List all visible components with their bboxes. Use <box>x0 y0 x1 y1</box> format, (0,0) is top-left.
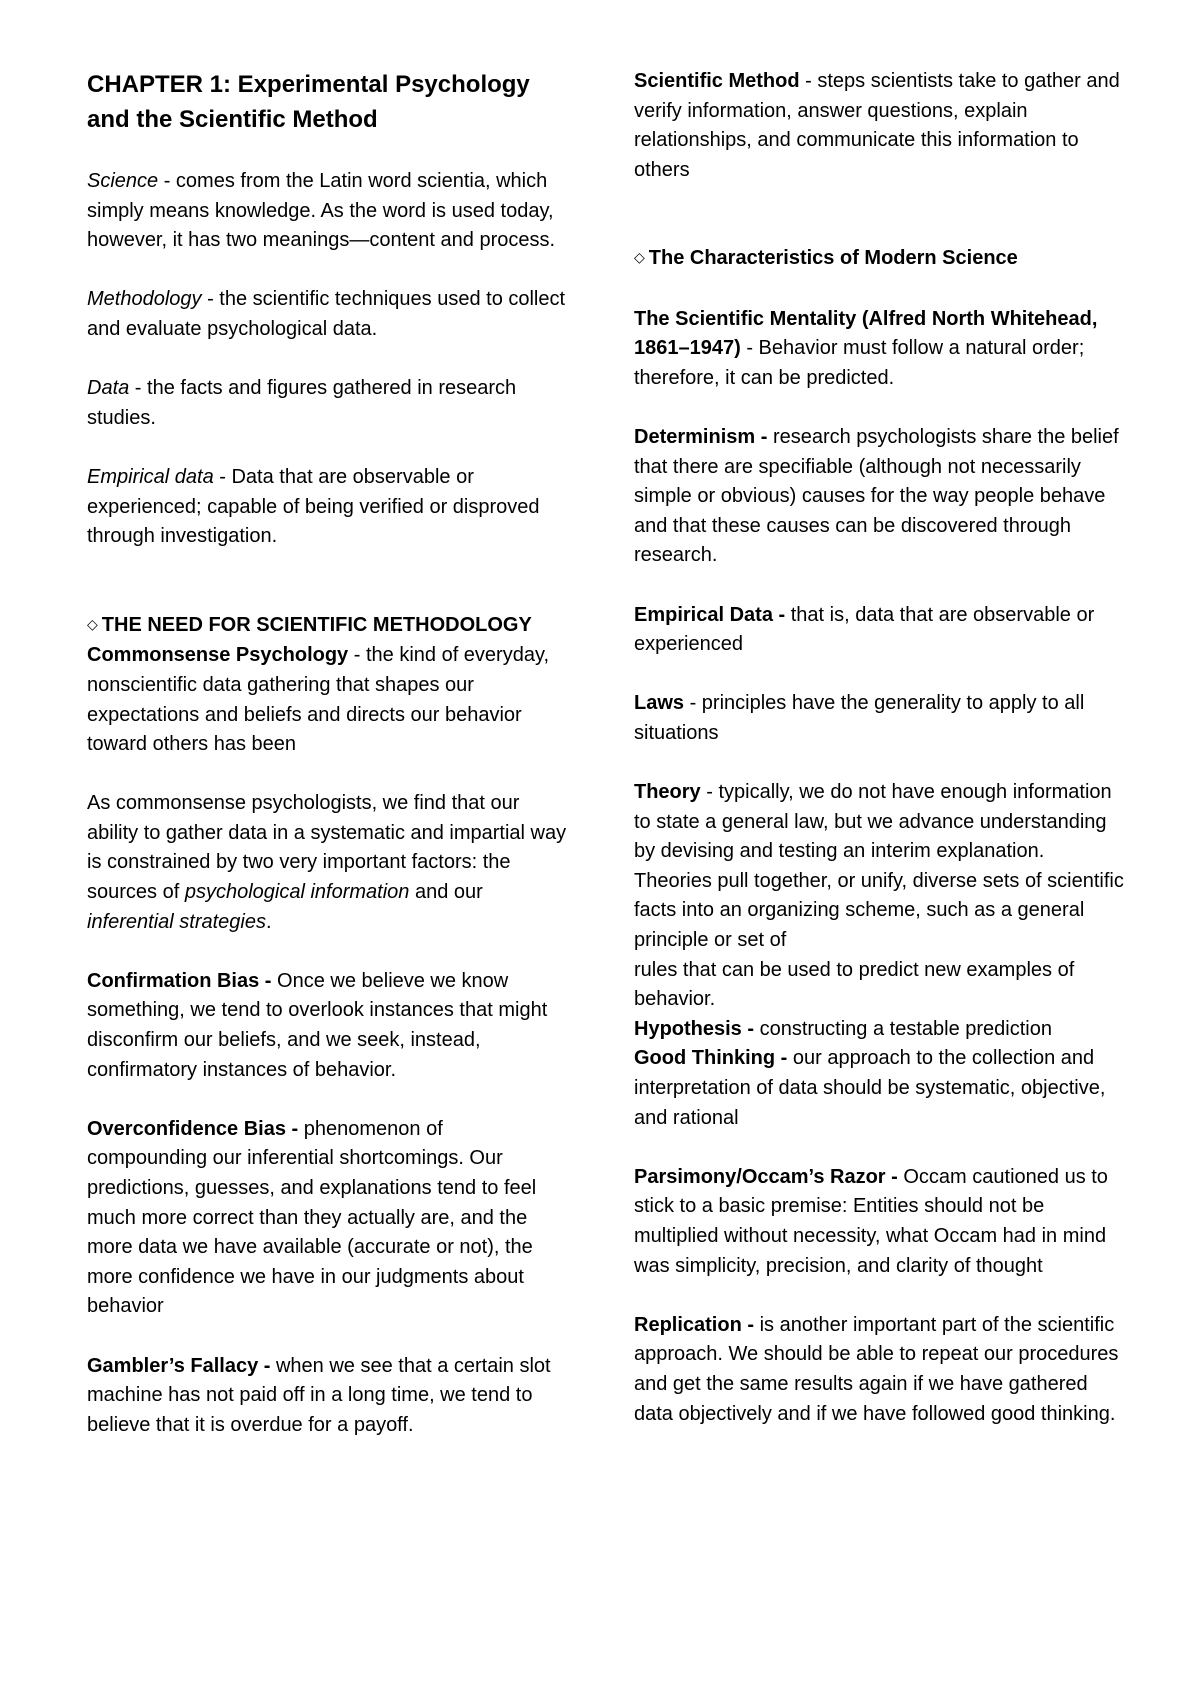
diamond-bullet-icon: ◇ <box>634 249 645 266</box>
definition-methodology: Methodology - the scientific techniques used to collect and evaluate psychological data. <box>87 288 566 340</box>
definition-empirical-data-right: Empirical Data - that is, data that are observable or experienced <box>634 603 1095 656</box>
definition-hypothesis: Hypothesis - constructing a testable prediction <box>634 1017 1052 1040</box>
diamond-bullet-icon: ◇ <box>87 615 98 632</box>
section-heading-need: ◇ THE NEED FOR SCIENTIFIC METHODOLOGY <box>87 613 532 636</box>
definition-science: Science - comes from the Latin word scientia, which simply means knowledge. As the word is used today, however, it has two meanings—content and process. <box>87 170 556 252</box>
definition-gamblers-fallacy: Gambler’s Fallacy - when we see that a certain slot machine has not paid off in a long time, we tend to believe that it is overdue for a payoff. <box>87 1354 551 1436</box>
definition-theory-continued: rules that can be used to predict new examples of behavior. <box>634 958 1075 1011</box>
right-column <box>634 67 1124 1429</box>
definition-scientific-method: Scientific Method - steps scientists take to gather and verify information, answer questions, explain relationships, and communicate this information to others <box>634 70 1120 181</box>
definition-replication: Replication - is another important part of the scientific approach. We should be able to repeat our procedures and get the same results again if we have gathered data objectively and if we have followed good thinking. <box>634 1313 1119 1425</box>
definition-parsimony: Parsimony/Occam’s Razor - Occam cautioned us to stick to a basic premise: Entities should not be multiplied without necessity, what Occam had in mind was simplicity, precision, and clarity of thought <box>634 1165 1108 1277</box>
paragraph-commonsense: As commonsense psychologists, we find that our ability to gather data in a systematic and impartial way is constrained by two very important factors: the sources of psychological information and our inferential strategies. <box>87 792 567 933</box>
definition-good-thinking: Good Thinking - our approach to the collection and interpretation of data should be systematic, objective, and rational <box>634 1047 1106 1129</box>
definition-theory: Theory - typically, we do not have enough information to state a general law, but we advance understanding by devising and testing an interim explanation. Theories pull together, or unify, diverse sets of scientific facts into an organizing scheme, such as a general principle or set of <box>634 781 1124 952</box>
chapter-title: CHAPTER 1: Experimental Psychology and the Scientific Method <box>87 71 530 133</box>
definition-determinism: Determinism - research psychologists share the belief that there are specifiable (although not necessarily simple or obvious) causes for the way people behave and that these causes can be discovered through research. <box>634 425 1119 567</box>
definition-confirmation-bias: Confirmation Bias - Once we believe we know something, we tend to overlook instances that might disconfirm our beliefs, and we seek, instead, confirmatory instances of behavior. <box>87 969 548 1081</box>
left-column <box>87 67 567 1440</box>
definition-empirical-data: Empirical data - Data that are observable or experienced; capable of being verified or disproved through investigation. <box>87 465 540 548</box>
definition-data: Data - the facts and figures gathered in research studies. <box>87 377 517 429</box>
definition-overconfidence-bias: Overconfidence Bias - phenomenon of compounding our inferential shortcomings. Our predictions, guesses, and explanations tend to feel much more correct than they actually are, and the more data we have available (accurate or not), the more confidence we have in our judgments about behavior <box>87 1117 537 1318</box>
definition-commonsense: Commonsense Psychology - the kind of everyday, nonscientific data gathering that shapes our expectations and beliefs and directs our behavior toward others has been <box>87 644 550 756</box>
definition-laws: Laws - principles have the generality to apply to all situations <box>634 692 1085 744</box>
section-heading-characteristics: ◇ The Characteristics of Modern Science <box>634 247 1018 270</box>
definition-scientific-mentality: The Scientific Mentality (Alfred North Whitehead, 1861–1947) - Behavior must follow a natural order; therefore, it can be predicted. <box>634 307 1098 389</box>
